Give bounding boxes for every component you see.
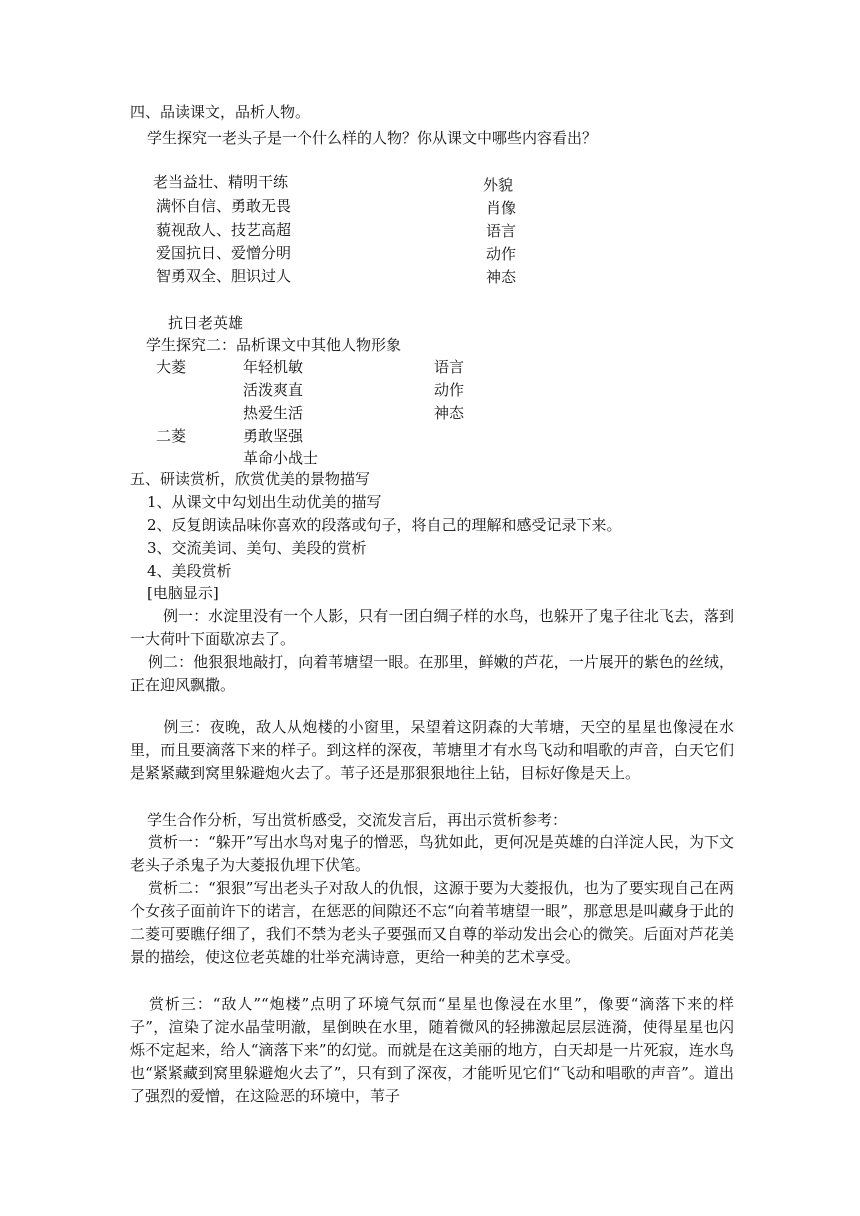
analysis-one-text: 赏析一：“躲开”写出水鸟对鬼子的憎恶，鸟犹如此，更何况是英雄的白洋淀人民，为下文老头子杀鬼子为大菱报仇埋下伏笔。 [130,833,734,874]
character-trait: 革命小战士 [243,449,319,467]
section4-heading: 四、品读课文，品析人物。 [130,103,311,121]
example-two [130,651,734,697]
character-aspect: 动作 [434,381,465,399]
list-item: 1、从课文中勾划出生动优美的描写 [147,493,382,511]
trait-item: 满怀自信、勇敢无畏 [156,197,292,215]
example-three [130,716,734,785]
trait-item: 爱国抗日、爱憎分明 [156,244,292,262]
trait-item: 藐视敌人、技艺高超 [156,221,292,239]
trait-item: 智勇双全、胆识过人 [156,267,292,285]
analysis-two-text: 赏析二：“狠狠”写出老头子对敌人的仇恨，这源于要为大菱报仇，也为了要实现自己在两个女孩子面前许下的诺言，在惩恶的间隙还不忘“向着苇塘望一眼”，那意思是叫藏身于此的二菱可要瞧仔细了，我们不禁为老头子要强而又自尊的举动发出会心的微笑。后面对芦花美景的描绘，使这位老英雄的壮举充满诗意，更给一种美的艺术享受。 [130,879,734,966]
character-trait: 热爱生活 [243,404,304,422]
hero-summary: 抗日老英雄 [168,314,244,332]
aspect-item: 神态 [486,268,517,286]
character-trait: 勇敢坚强 [243,427,304,445]
character-name: 二菱 [156,427,187,445]
character-trait: 活泼爽直 [243,381,304,399]
section5-heading: 五、研读赏析，欣赏优美的景物描写 [130,470,371,488]
analysis-three-text: 赏析三：“敌人”“炮楼”点明了环境气氛而“星星也像浸在水里”，像要“滴落下来的样子”，渲染了淀水晶莹明澈，星倒映在水里，随着微风的轻拂激起层层涟漪，使得星星也闪烁不定起来，给人“滴落下来”的幻觉。而就是在这美丽的地方，白天却是一片死寂，连水鸟也“紧紧藏到窝里躲避炮火去了”，只有到了深夜，才能听见它们“飞动和唱歌的声音”。道出了强烈的爱憎，在这险恶的环境中，苇子 [130,995,734,1105]
example-one-text: 例一：水淀里没有一个人影，只有一团白绸子样的水鸟，也躲开了鬼子往北飞去，落到一大荷叶下面歇凉去了。 [130,607,734,648]
display-note: [电脑显示] [147,584,219,602]
example-three-text: 例三：夜晚，敌人从炮楼的小窗里，呆望着这阴森的大苇塘，天空的星星也像浸在水里，而且要滴落下来的样子。到这样的深夜，苇塘里才有水鸟飞动和唱歌的声音，白天它们是紧紧藏到窝里躲避炮火去了。苇子还是那狠狠地往上钻，目标好像是天上。 [130,718,734,782]
character-name: 大菱 [156,358,187,376]
list-item: 4、美段赏析 [147,562,232,580]
list-item: 2、反复朗读品味你喜欢的段落或句子，将自己的理解和感受记录下来。 [147,516,622,534]
aspect-item: 动作 [486,245,517,263]
analysis-one [130,831,734,877]
aspect-item: 语言 [486,222,517,240]
analysis-three [130,993,734,1108]
example-one [130,605,734,651]
analysis-two [130,877,734,969]
aspect-item: 外貌 [483,176,514,194]
aspect-item: 肖像 [486,199,517,217]
inquiry-one-question: 学生探究一老头子是一个什么样的人物？你从课文中哪些内容看出？ [147,129,598,147]
character-aspect: 语言 [434,358,465,376]
list-item: 3、交流美词、美句、美段的赏析 [147,539,367,557]
trait-item: 老当益壮、精明干练 [153,173,289,191]
cooperation-note: 学生合作分析，写出赏析感受，交流发言后，再出示赏析参考： [147,811,568,829]
character-trait: 年轻机敏 [243,358,304,376]
character-aspect: 神态 [434,404,465,422]
inquiry-two-question: 学生探究二：品析课文中其他人物形象 [146,336,402,354]
example-two-text: 例二：他狠狠地敲打，向着苇塘望一眼。在那里，鲜嫩的芦花，一片展开的紫色的丝绒，正在迎风飘撒。 [130,653,734,694]
